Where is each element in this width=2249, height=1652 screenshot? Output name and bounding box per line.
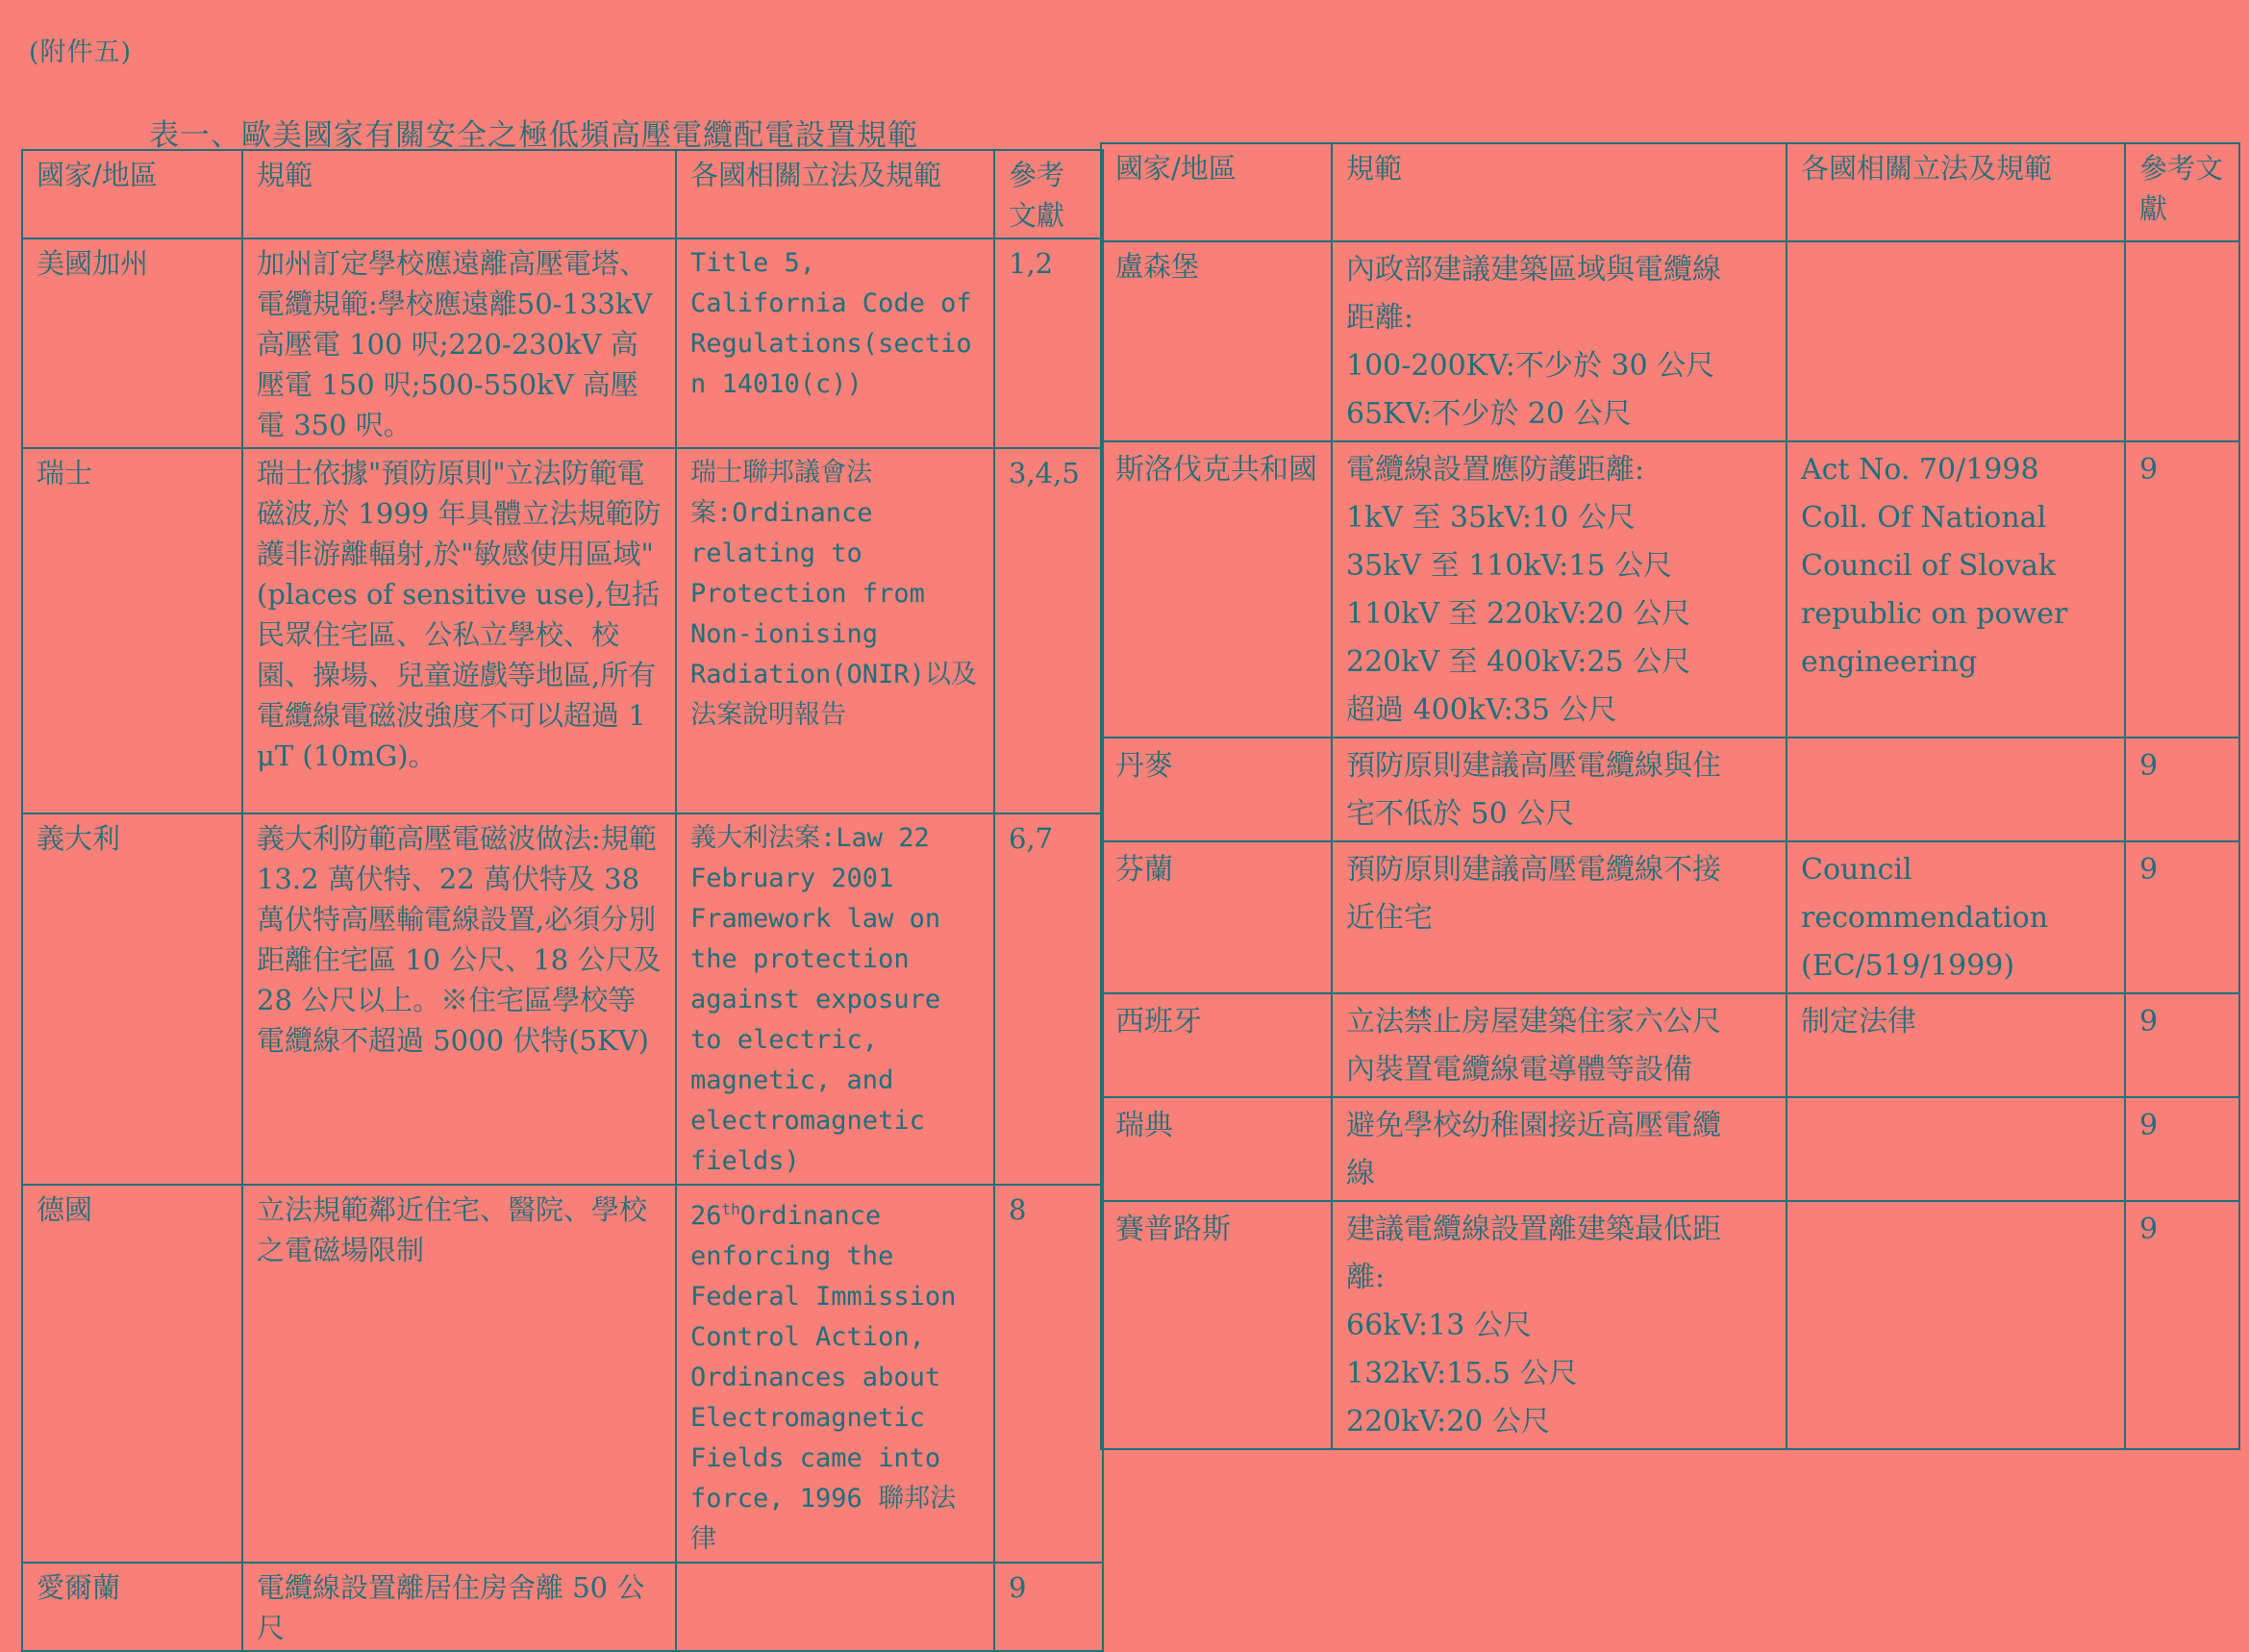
- table-row: [22, 238, 1103, 448]
- ordinal-suffix: th: [721, 1200, 740, 1218]
- regulation-line: 內政部建議建築區域與電纜線: [1346, 253, 1721, 287]
- header-row: [22, 150, 1103, 238]
- country-cell: 丹麥: [1101, 738, 1332, 841]
- legislation-cell: [1787, 241, 2125, 441]
- regulation-line: 近住宅: [1346, 901, 1433, 935]
- regulation-line: 預防原則建議高壓電纜線不接: [1346, 853, 1721, 887]
- regulation-line: 65KV:不少於 20 公尺: [1346, 397, 1632, 431]
- regulation-line: 110kV 至 220kV:20 公尺: [1346, 597, 1691, 631]
- header-reference: 參考文獻: [2125, 143, 2239, 241]
- country-cell: 芬蘭: [1101, 841, 1332, 993]
- table-row: [1101, 993, 2239, 1097]
- country-cell: 義大利: [22, 813, 242, 1185]
- legislation-cell: [676, 1185, 994, 1563]
- regulation-line: 35kV 至 110kV:15 公尺: [1346, 549, 1672, 583]
- table-title: 表一、歐美國家有關安全之極低頻高壓電纜配電設置規範: [149, 118, 918, 153]
- legislation-cell: Act No. 70/1998 Coll. Of National Council of Slovak republic on power engineering: [1787, 441, 2125, 738]
- country-cell: 愛爾蘭: [22, 1563, 242, 1651]
- regulation-table-left: [21, 149, 1104, 1652]
- reference-cell: 9: [994, 1563, 1103, 1651]
- country-cell: 瑞典: [1101, 1097, 1332, 1201]
- legislation-cell: [676, 1563, 994, 1651]
- table-row: [1101, 738, 2239, 841]
- legislation-cell: Council recommendation (EC/519/1999): [1787, 841, 2125, 993]
- regulation-line: 離:: [1346, 1261, 1386, 1294]
- reference-cell: [2125, 241, 2239, 441]
- table-row: [22, 1185, 1103, 1563]
- table-row: [22, 813, 1103, 1185]
- regulation-line: 電纜線設置應防護距離:: [1346, 453, 1645, 487]
- regulation-line: 距離:: [1346, 301, 1414, 335]
- legislation-cell: [1787, 738, 2125, 841]
- regulation-cell: 立法規範鄰近住宅、醫院、學校之電磁場限制: [242, 1185, 676, 1563]
- regulation-line: 宅不低於 50 公尺: [1346, 797, 1575, 831]
- legislation-cell: Title 5, California Code of Regulations(section 14010(c)): [676, 238, 994, 448]
- table-row: [1101, 1201, 2239, 1449]
- reference-cell: 9: [2125, 993, 2239, 1097]
- country-cell: 美國加州: [22, 238, 242, 448]
- regulation-cell: [1332, 241, 1787, 441]
- header-country: 國家/地區: [22, 150, 242, 238]
- country-cell: 瑞士: [22, 448, 242, 813]
- regulation-line: 預防原則建議高壓電纜線與住: [1346, 749, 1721, 783]
- reference-cell: 8: [994, 1185, 1103, 1563]
- legislation-cell: [1787, 1201, 2125, 1449]
- reference-cell: 1,2: [994, 238, 1103, 448]
- header-regulation: 規範: [1332, 143, 1787, 241]
- reference-cell: 3,4,5: [994, 448, 1103, 813]
- header-legislation: 各國相關立法及規範: [1787, 143, 2125, 241]
- regulation-line: 132kV:15.5 公尺: [1346, 1357, 1578, 1390]
- table-row: [1101, 441, 2239, 738]
- table-row: [1101, 841, 2239, 993]
- regulation-line: 立法禁止房屋建築住家六公尺: [1346, 1005, 1721, 1039]
- header-reference: 參考文獻: [994, 150, 1103, 238]
- regulation-cell: [1332, 1201, 1787, 1449]
- header-regulation: 規範: [242, 150, 676, 238]
- table-row: [22, 448, 1103, 813]
- regulation-cell: 加州訂定學校應遠離高壓電塔、電纜規範:學校應遠離50-133kV 高壓電 100 呎;220-230kV 高壓電 150 呎;500-550kV 高壓電 350 呎。: [242, 238, 676, 448]
- regulation-line: 內裝置電纜線電導體等設備: [1346, 1053, 1692, 1087]
- reference-cell: 9: [2125, 841, 2239, 993]
- legislation-cell: 義大利法案:Law 22 February 2001 Framework law on the protection against exposure to electric, magnetic, and electromagnetic fields): [676, 813, 994, 1185]
- legislation-cell: [1787, 1097, 2125, 1201]
- regulation-line: 線: [1346, 1157, 1375, 1190]
- country-cell: 賽普路斯: [1101, 1201, 1332, 1449]
- legislation-cell: 瑞士聯邦議會法案:Ordinance relating to Protection from Non-ionising Radiation(ONIR)以及法案說明報告: [676, 448, 994, 813]
- regulation-line: 超過 400kV:35 公尺: [1346, 693, 1617, 727]
- country-cell: 西班牙: [1101, 993, 1332, 1097]
- regulation-cell: [1332, 993, 1787, 1097]
- header-country: 國家/地區: [1101, 143, 1332, 241]
- ordinance-number: 26: [690, 1201, 722, 1231]
- country-cell: 盧森堡: [1101, 241, 1332, 441]
- regulation-line: 220kV 至 400kV:25 公尺: [1346, 645, 1691, 679]
- regulation-line: 220kV:20 公尺: [1346, 1405, 1550, 1439]
- regulation-line: 66kV:13 公尺: [1346, 1309, 1532, 1342]
- table-row: [22, 1563, 1103, 1651]
- reference-cell: 9: [2125, 1201, 2239, 1449]
- regulation-line: 1kV 至 35kV:10 公尺: [1346, 501, 1636, 535]
- legislation-text: Ordinance enforcing the Federal Immission Control Action, Ordinances about Electromagnetic Fields came into force, 1996 聯邦法律: [690, 1201, 957, 1554]
- regulation-cell: [1332, 441, 1787, 738]
- table-row: [1101, 241, 2239, 441]
- regulation-cell: 瑞士依據"預防原則"立法防範電磁波,於 1999 年具體立法規範防護非游離輻射,於"敏感使用區域"(places of sensitive use),包括民眾住宅區、公私立學校、校園、操場、兒童遊戲等地區,所有電纜線電磁波強度不可以超過 1 μT (10mG)。: [242, 448, 676, 813]
- reference-cell: 9: [2125, 441, 2239, 738]
- regulation-cell: 義大利防範高壓電磁波做法:規範 13.2 萬伏特、22 萬伏特及 38 萬伏特高壓輸電線設置,必須分別距離住宅區 10 公尺、18 公尺及 28 公尺以上。※住宅區學校等電纜線不超過 5000 伏特(5KV): [242, 813, 676, 1185]
- legislation-cell: 制定法律: [1787, 993, 2125, 1097]
- regulation-line: 避免學校幼稚園接近高壓電纜: [1346, 1109, 1721, 1142]
- table-row: [1101, 1097, 2239, 1201]
- regulation-line: 建議電纜線設置離建築最低距: [1346, 1213, 1721, 1246]
- country-cell: 德國: [22, 1185, 242, 1563]
- reference-cell: 6,7: [994, 813, 1103, 1185]
- regulation-cell: [1332, 1097, 1787, 1201]
- attachment-label: (附件五): [29, 38, 133, 67]
- regulation-cell: [1332, 841, 1787, 993]
- regulation-line: 100-200KV:不少於 30 公尺: [1346, 349, 1715, 383]
- regulation-cell: [1332, 738, 1787, 841]
- reference-cell: 9: [2125, 1097, 2239, 1201]
- country-cell: 斯洛伐克共和國: [1101, 441, 1332, 738]
- regulation-cell: 電纜線設置離居住房舍離 50 公尺: [242, 1563, 676, 1651]
- header-row: [1101, 143, 2239, 241]
- regulation-table-right: [1100, 142, 2240, 1450]
- reference-cell: 9: [2125, 738, 2239, 841]
- header-legislation: 各國相關立法及規範: [676, 150, 994, 238]
